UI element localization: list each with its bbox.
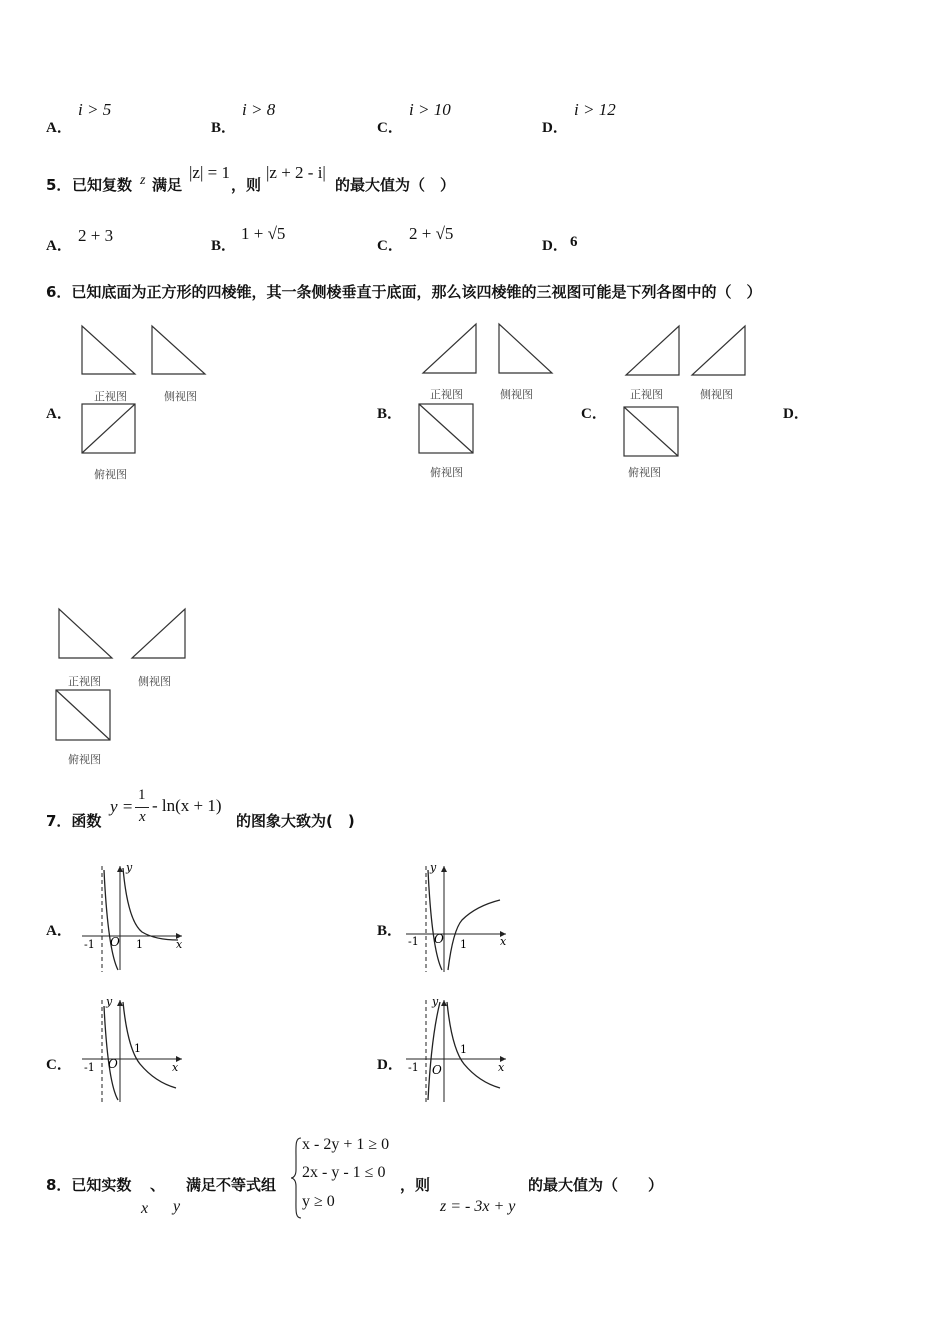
q7-option-a-label: A． [46,923,72,939]
q7-option-d-label: D． [377,1057,403,1073]
q4-option-c-math: i > 10 [409,100,451,119]
q7-frac-den: x [139,809,146,825]
q5-stem-d: 的最大值为（ ） [335,176,456,194]
q7-graph-c-neg-one: -1 [84,1061,95,1074]
q7-stem-end: 的图象大致为( ) [236,812,355,830]
q7-graph-a-one: 1 [136,938,143,951]
q8-stem-b: 满足不等式组 [186,1176,277,1194]
q7-graph-c-one: 1 [134,1042,141,1055]
q7-graph-b-origin: O [434,932,444,946]
q6-d-top-view [54,688,114,742]
q8-var-x: x [141,1200,149,1217]
q7-graph-d-origin: O [432,1063,442,1077]
q6-c-top-caption: 俯视图 [628,466,661,479]
q6-a-side-view [150,324,210,376]
q6-option-b-label: B． [377,406,403,422]
q5-condition: |z| = 1 [189,163,230,182]
q6-d-side-view [130,607,190,661]
q7-option-b-label: B． [377,923,403,939]
q5-option-b-label: B． [211,238,237,254]
q6-d-front-caption: 正视图 [68,675,101,688]
q5-option-a-math: 2 + 3 [78,226,114,245]
q6-a-side-caption: 侧视图 [164,390,197,403]
q8-stem-d: 的最大值为（ ） [528,1176,664,1194]
q5-stem-c: ，则 [231,176,262,194]
q5-option-b-math: 1 + √5 [241,224,286,243]
q5-option-c-math: 2 + √5 [409,224,454,243]
q7-graph-d-one: 1 [460,1043,467,1056]
q6-option-d-label: D． [783,406,809,422]
q7-graph-c-origin: O [108,1057,118,1071]
q6-a-top-caption: 俯视图 [94,468,127,481]
q6-c-front-view [624,324,684,378]
q6-b-top-caption: 俯视图 [430,466,463,479]
q7-func-y: y = [110,797,134,816]
q8-separator: 、 [150,1176,166,1194]
q8-stem-c: ，则 [400,1176,431,1194]
q7-graph-d [404,996,514,1106]
q4-option-c-label: C． [377,120,403,136]
q7-graph-a-y-label: y [126,861,133,874]
q5-number: 5． [46,176,72,194]
q4-option-d-label: D． [542,120,568,136]
q6-option-a-label: A． [46,406,72,422]
q6-stem: 6．已知底面为正方形的四棱锥，其一条侧棱垂直于底面，那么该四棱锥的三视图可能是下列各图中的（ ） [46,283,762,301]
q8-var-y: y [173,1198,181,1215]
q6-c-front-caption: 正视图 [630,388,663,401]
q7-graph-c [80,996,190,1106]
q7-graph-b-x-label: x [500,935,507,948]
q6-option-c-label: C． [581,406,607,422]
q7-graph-b-y-label: y [430,861,437,874]
q5-option-d-label: D． [542,238,568,254]
q6-a-front-view [80,324,140,376]
q7-frac-bar [135,807,149,808]
q7-stem-start: 7．函数 [46,812,102,830]
q7-graph-d-x-label: x [498,1061,505,1074]
q5-option-d-value: 6 [570,234,578,250]
q6-b-front-view [421,322,481,376]
q6-c-side-view [690,324,750,378]
q6-d-side-caption: 侧视图 [138,675,171,688]
q8-ineq-3: y ≥ 0 [302,1193,335,1210]
q8-ineq-2: 2x - y - 1 ≤ 0 [302,1164,386,1181]
q6-c-side-caption: 侧视图 [700,388,733,401]
q7-graph-a [80,862,190,974]
q5-option-a-label: A． [46,238,72,254]
q6-d-top-caption: 俯视图 [68,753,101,766]
q7-graph-d-neg-one: -1 [408,1061,419,1074]
q7-graph-b-neg-one: -1 [408,935,419,948]
q6-a-top-view [80,402,138,456]
q7-graph-a-neg-one: -1 [84,938,95,951]
q5-var-z: z [140,173,146,188]
q5-stem-a: 已知复数 [72,176,133,194]
q7-option-c-label: C． [46,1057,72,1073]
q4-option-a-label: A． [46,120,72,136]
q4-option-a-math: i > 5 [78,100,112,119]
q4-option-b-label: B． [211,120,237,136]
q6-d-front-view [57,607,117,661]
q6-c-top-view [622,405,682,459]
q7-graph-b [404,862,514,974]
q6-a-front-caption: 正视图 [94,390,127,403]
q4-option-d-math: i > 12 [574,100,616,119]
q6-b-side-view [497,322,557,376]
q7-graph-d-y-label: y [432,995,439,1008]
q8-target: z = - 3x + y [440,1198,516,1215]
q6-b-top-view [417,402,477,456]
q7-graph-a-x-label: x [176,938,183,951]
q5-option-c-label: C． [377,238,403,254]
q7-func-rest: - ln(x + 1) [152,796,222,815]
q6-b-side-caption: 侧视图 [500,388,533,401]
q7-graph-c-y-label: y [106,995,113,1008]
q7-graph-b-one: 1 [460,938,467,951]
q7-frac-num: 1 [138,787,146,803]
q5-expression: |z + 2 - i| [266,163,326,182]
q7-graph-c-x-label: x [172,1061,179,1074]
q8-stem-a: 8．已知实数 [46,1176,132,1194]
q4-option-b-math: i > 8 [242,100,276,119]
q6-b-front-caption: 正视图 [430,388,463,401]
q5-stem-b: 满足 [152,176,183,194]
q8-ineq-1: x - 2y + 1 ≥ 0 [302,1136,390,1153]
q7-graph-a-origin: O [110,935,120,949]
